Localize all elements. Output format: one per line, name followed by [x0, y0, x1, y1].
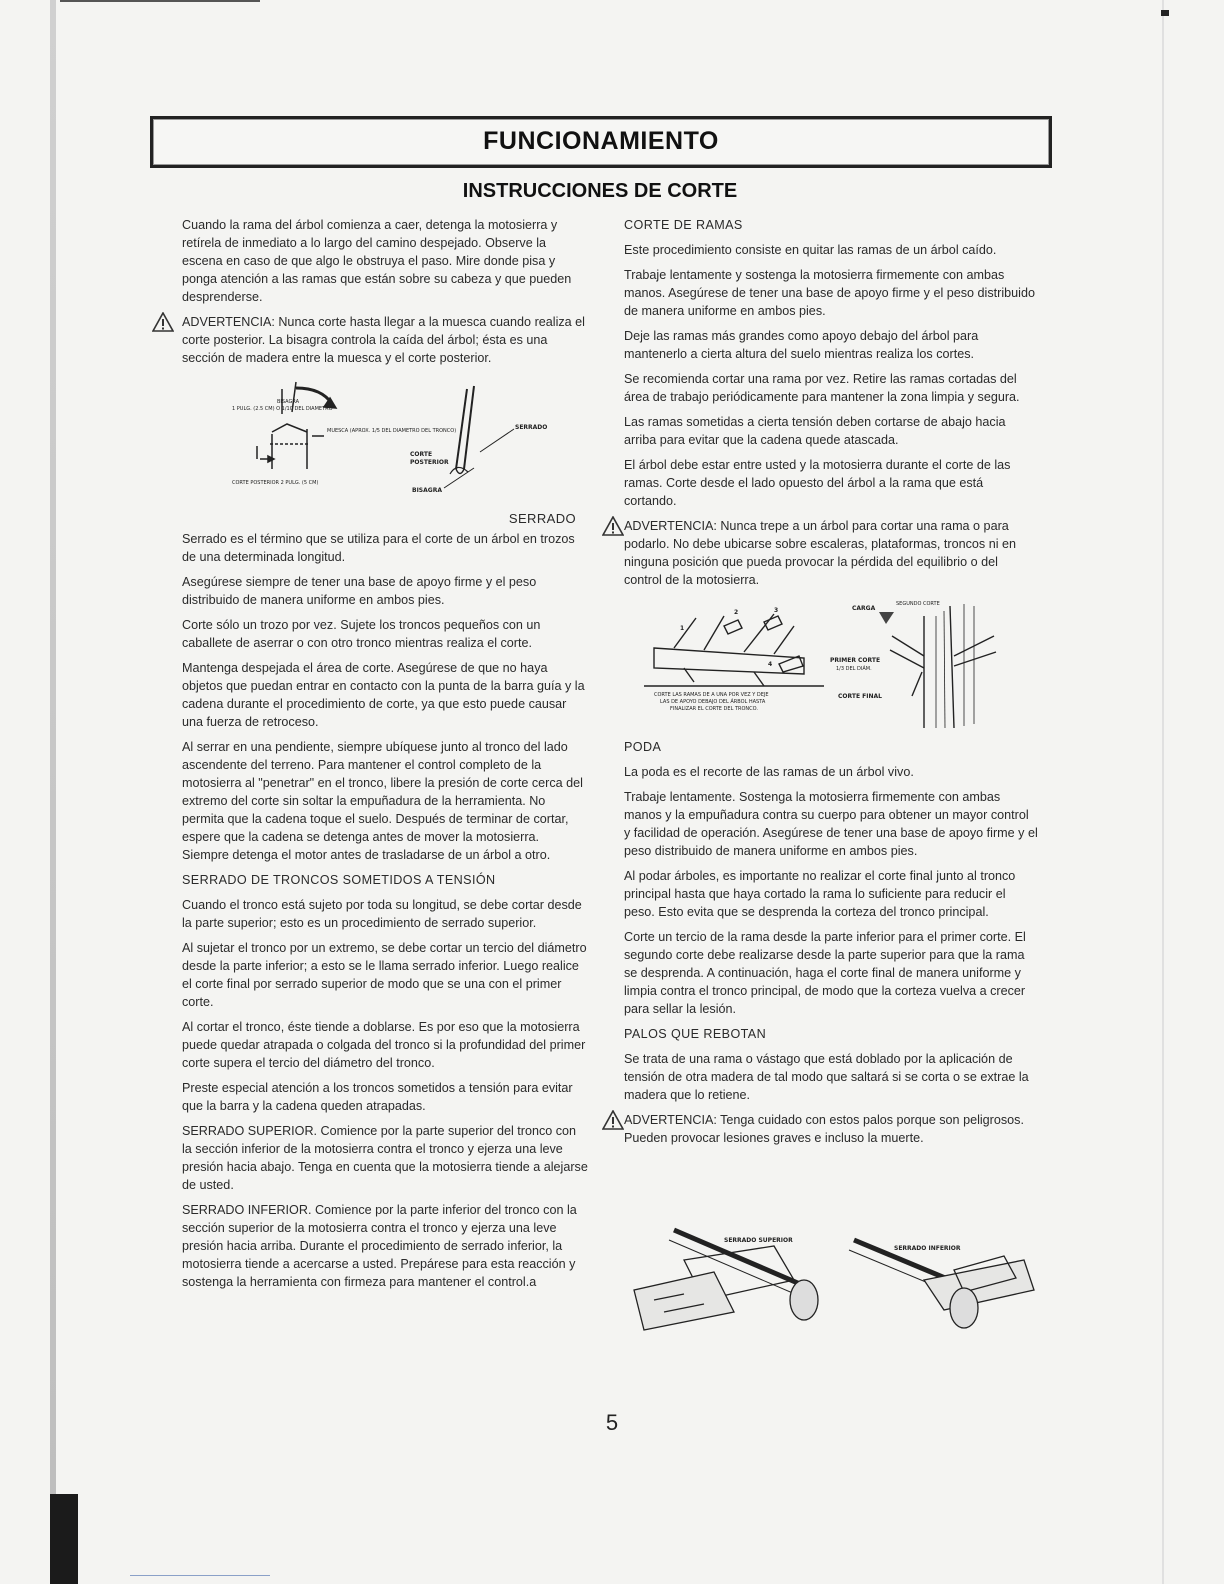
section-title: INSTRUCCIONES DE CORTE	[462, 180, 738, 202]
fig2-n4: 4	[768, 661, 773, 668]
tension-p7: Al sujetar el tronco por un extremo, se debe cortar un tercio del diámetro desde la parte inferior; a esto se le llama serrado inferior. Luego realice el corte final por serrado superior de modo que se una con el primer corte.	[182, 941, 587, 1009]
fig1-corte: CORTE	[410, 451, 433, 458]
page-right-edge	[1162, 0, 1164, 1584]
fig2-diam: 1/3 DEL DIÁM.	[836, 666, 872, 672]
header-box	[150, 116, 1052, 168]
serrado-p5: Al serrar en una pendiente, siempre ubíquese junto al tronco del lado ascendente del terreno. Para mantener el control completo de la motosierra al "penetrar" en el tronco, libere la presión de corte cerca del extremo del corte sin soltar la empuñadura de la herramienta. No permita que la cadena toque el suelo. Después de terminar de cortar, espere que la cadena se detenga antes de mover la motosierra. Siempre detenga el motor antes de trasladarse de un árbol a otro.	[182, 740, 583, 862]
intro-paragraph: Cuando la rama del árbol comienza a caer, detenga la motosierra y retírela de inmediato a lo largo del camino despejado. Observe la escena en caso de que algo le obstruya el paso. Mire donde pisa y ponga atención a las ramas que están sobre su cabeza y que pueden desprenderse.	[182, 218, 572, 304]
tension-p9: Preste especial atención a los troncos sometidos a tensión para evitar que la barra y la cadena queden atrapadas.	[182, 1081, 573, 1113]
serrado-p2: Asegúrese siempre de tener una base de apoyo firme y el peso distribuido de manera uniforme en ambos pies.	[182, 575, 537, 607]
right-column	[624, 216, 1038, 1154]
fig3-serrado-inferior: SERRADO INFERIOR	[894, 1245, 961, 1252]
tension-heading: SERRADO DE TRONCOS SOMETIDOS A TENSIÓN	[182, 873, 496, 887]
felling-diagram	[212, 374, 592, 514]
fig2-caption-line3: FINALIZAR EL CORTE DEL TRONCO.	[670, 706, 758, 712]
fig2-n1: 1	[680, 625, 685, 632]
warning-climb	[624, 517, 1038, 589]
warning-icon	[602, 1110, 624, 1130]
left-column	[182, 216, 588, 1298]
ramas-r2: Trabaje lentamente y sostenga la motosierra firmemente con ambas manos. Asegúrese de tener una base de apoyo firme y el peso distribuido de manera uniforme en ambos pies.	[624, 268, 1035, 318]
scan-binding-bar	[50, 1494, 78, 1584]
fig2-n3: 3	[774, 607, 779, 614]
serrado-heading: SERRADO	[508, 511, 576, 526]
serrado-p3: Corte sólo un trozo por vez. Sujete los troncos pequeños con un caballete de aserrar o con otro tronco mientras realiza el corte.	[182, 618, 541, 650]
felling-figure	[182, 374, 588, 524]
ramas-r4: Se recomienda cortar una rama por vez. Retire las ramas cortadas del área de trabajo periódicamente para mantener la zona limpia y segura.	[624, 372, 1020, 404]
fig1-muesca: MUESCA (APROX. 1/5 DEL DIAMETRO DEL TRONCO)	[327, 428, 457, 434]
tension-p11: SERRADO INFERIOR. Comience por la parte inferior del tronco con la sección superior de la motosierra contra el tronco y ejerza una leve presión hacia arriba. Durante el procedimiento de serrado inferior, la motosierra tiende a acercarse a usted. Prepárese para esta reacción y sostenga la herramienta con firmeza para mantener el control.a	[182, 1203, 577, 1289]
fig2-n2: 2	[734, 609, 739, 616]
scan-top-line	[60, 0, 260, 2]
tension-p10: SERRADO SUPERIOR. Comience por la parte superior del tronco con la sección inferior de la motosierra contra el tronco y ejerza una leve presión hacia abajo. Tenga en cuenta que la motosierra tiende a alejarse de usted.	[182, 1124, 588, 1192]
ramas-r1: Este procedimiento consiste en quitar las ramas de un árbol caído.	[624, 243, 997, 257]
fig2-caption-line2: LAS DE APOYO DEBAJO DEL ÁRBOL HASTA	[660, 699, 766, 705]
fig2-caption-line1: CORTE LAS RAMAS DE A UNA POR VEZ Y DEJE	[654, 692, 769, 698]
scan-mark	[1161, 10, 1169, 16]
scan-bottom-line	[130, 1575, 270, 1576]
fig2-primer-corte: PRIMER CORTE	[830, 657, 881, 664]
page-left-edge	[50, 0, 56, 1584]
tension-p8: Al cortar el tronco, éste tiende a doblarse. Es por eso que la motosierra puede quedar atrapada o colgada del tronco si la profundidad del primer corte supera el tercio del diámetro del tronco.	[182, 1020, 586, 1070]
fig1-serrado: SERRADO	[515, 424, 548, 431]
poda-r7: La poda es el recorte de las ramas de un árbol vivo.	[624, 765, 914, 779]
ramas-r3: Deje las ramas más grandes como apoyo debajo del árbol para mantenerlo a cierta altura del suelo mientras realiza los cortes.	[624, 329, 979, 361]
tension-p6: Cuando el tronco está sujeto por toda su longitud, se debe cortar desde la parte superior; esto es un procedimiento de serrado superior.	[182, 898, 582, 930]
fig1-bisagra: BISAGRA	[412, 487, 442, 494]
fig1-posterior: POSTERIOR	[410, 459, 449, 466]
fig1-corte-posterior-small: CORTE POSTERIOR 2 PULG. (5 CM)	[232, 480, 319, 486]
warning-icon	[602, 516, 624, 536]
palos-heading: PALOS QUE REBOTAN	[624, 1027, 767, 1041]
fig1-diametro: 1 PULG. (2.5 CM) O 1/10 DEL DIAMETRO	[232, 406, 333, 412]
warning-text: ADVERTENCIA: Nunca trepe a un árbol para cortar una rama o para podarlo. No debe ubicarse sobre escaleras, plataformas, troncos ni en ninguna posición que pueda provocar la pérdida del equilibrio o del control de la motosierra.	[624, 519, 1017, 587]
serrado-p1: Serrado es el término que se utiliza para el corte de un árbol en trozos de una determinada longitud.	[182, 532, 575, 564]
ramas-r5: Las ramas sometidas a cierta tensión deben cortarse de abajo hacia arriba para evitar que la cadena quede atascada.	[624, 415, 1006, 447]
ramas-r6: El árbol debe estar entre usted y la motosierra durante el corte de las ramas. Corte desde el lado opuesto del árbol a la rama que está cortando.	[624, 458, 1011, 508]
fig1-bisagra-top: BISAGRA	[277, 399, 300, 405]
palos-r11: Se trata de una rama o vástago que está doblado por la aplicación de tensión de otra madera de tal modo que saltará si se corta o se extrae la madera que lo retiene.	[624, 1052, 1029, 1102]
fig2-segundo-corte: SEGUNDO CORTE	[896, 601, 940, 607]
warning-text: ADVERTENCIA: Tenga cuidado con estos palos porque son peligrosos. Pueden provocar lesiones graves e incluso la muerte.	[624, 1113, 1024, 1145]
limbing-figure	[624, 596, 1038, 730]
page-number: 5	[605, 1410, 619, 1435]
fig2-carga: CARGA	[852, 605, 876, 612]
page-title: FUNCIONAMIENTO	[483, 127, 719, 155]
serrado-p4: Mantenga despejada el área de corte. Asegúrese de que no haya objetos que puedan entrar en contacto con la punta de la barra guía y la cadena durante el procedimiento de corte, ya que esto puede causar una fuerza de retroceso.	[182, 661, 585, 729]
warning-spring	[624, 1111, 1038, 1147]
warning-notch	[182, 313, 588, 367]
warning-icon	[152, 312, 174, 332]
warning-text: ADVERTENCIA: Nunca corte hasta llegar a la muesca cuando realiza el corte posterior. La bisagra controla la caída del árbol; ésta es una sección de madera entre la muesca y el corte posterior.	[182, 315, 585, 365]
fig2-corte-final: CORTE FINAL	[838, 693, 882, 700]
limbing-diagram	[624, 596, 1038, 728]
ramas-heading: CORTE DE RAMAS	[624, 218, 743, 232]
poda-r8: Trabaje lentamente. Sostenga la motosierra firmemente con ambas manos y la empuñadura contra su cuerpo para obtener un mayor control y facilidad de operación. Asegúrese de tener una base de apoyo firme y el peso distribuido de manera uniforme en ambos pies.	[624, 790, 1038, 858]
bucking-diagram	[624, 1220, 1044, 1340]
poda-r9: Al podar árboles, es importante no realizar el corte final junto al tronco principal hasta que haya cortado la rama lo suficiente para reducir el peso. Esto evita que se desprenda la corteza del tronco principal.	[624, 869, 1016, 919]
poda-r10: Corte un tercio de la rama desde la parte inferior para el primer corte. El segundo corte debe realizarse desde la parte superior para que la rama se desprenda. A continuación, haga el corte final de manera uniforme y limpia contra el tronco principal, de modo que la corteza vuelva a crecer para sellar la lesión.	[624, 930, 1026, 1016]
bucking-figure	[624, 1220, 1044, 1340]
poda-heading: PODA	[624, 740, 662, 754]
fig3-serrado-superior: SERRADO SUPERIOR	[724, 1237, 793, 1244]
